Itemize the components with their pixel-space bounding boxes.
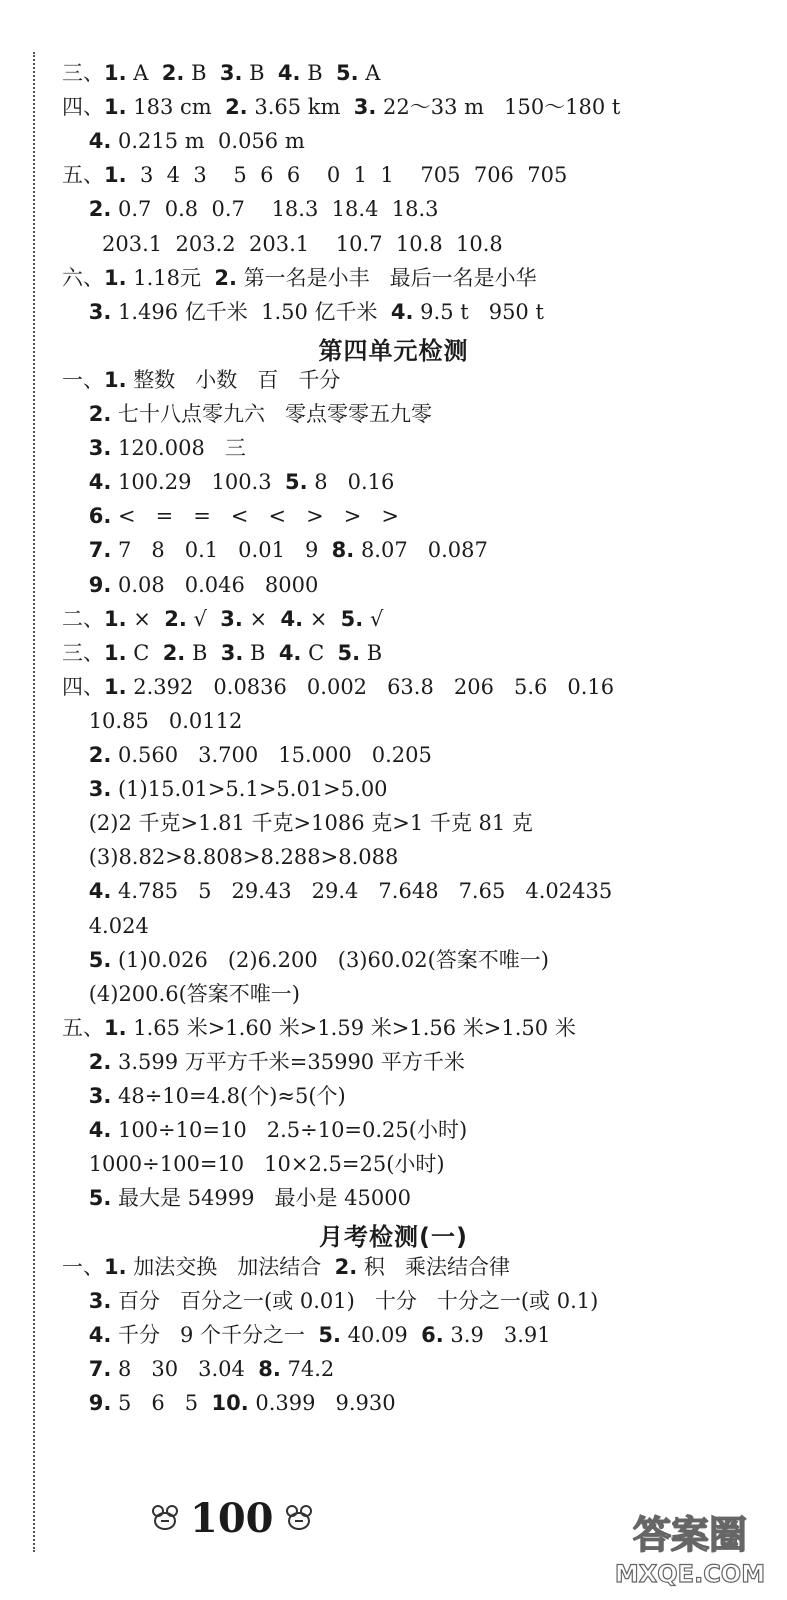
question-number: 1. (104, 1254, 127, 1279)
answer-text (62, 948, 89, 972)
question-number: 2. (88, 197, 112, 222)
question-number: 9. (88, 1390, 112, 1415)
answer-line (62, 1181, 787, 1215)
answer-line (62, 1045, 787, 1079)
question-number: 3. (353, 95, 377, 120)
answer-text: 3.599 万平方千米=35990 平方千米 (111, 1049, 465, 1074)
answer-line (62, 636, 787, 670)
answer-text: 五、 (62, 1015, 104, 1040)
question-number: 2. (162, 640, 186, 665)
question-number: 5. (340, 606, 364, 631)
answer-text: 第一名是小丰 最后一名是小华 (236, 265, 537, 290)
question-number: 3. (220, 640, 244, 665)
answer-text: 183 cm (126, 95, 226, 120)
answer-line (62, 1079, 787, 1113)
question-number: 2. (88, 743, 112, 767)
question-number: 1. (104, 674, 127, 699)
answer-text (62, 879, 89, 903)
answer-text: 2.392 0.0836 0.002 63.8 206 5.6 0.16 (126, 674, 615, 699)
answer-text: 加法交换 加法结合 (126, 1254, 335, 1279)
answer-line (62, 772, 787, 806)
answer-text: × (242, 606, 281, 631)
question-number: 5. (284, 470, 308, 495)
answer-text (62, 470, 89, 494)
question-number: 2. (225, 95, 248, 120)
question-number: 5. (337, 640, 361, 665)
answer-text (62, 538, 89, 562)
answer-text (62, 1118, 89, 1142)
question-number: 4. (88, 470, 112, 495)
question-number: 1. (104, 1015, 127, 1040)
answer-text: A (126, 61, 162, 85)
answer-line (62, 1386, 787, 1420)
question-number: 3. (220, 606, 243, 631)
answer-text: × (303, 606, 341, 631)
answer-text: (1)0.026 (2)6.200 (3)60.02(答案不唯一) (111, 947, 550, 972)
answer-text: 203.1 203.2 203.1 10.7 10.8 10.8 (62, 231, 503, 256)
answer-text: 8 0.16 (307, 470, 395, 495)
answer-text: 8 30 3.04 (111, 1356, 259, 1381)
question-number: 6. (421, 1322, 444, 1347)
bee-ornament-icon (282, 1501, 316, 1535)
question-number: 5. (88, 947, 112, 972)
answer-text (62, 573, 89, 597)
question-number: 2. (161, 61, 185, 85)
question-number: 1. (104, 95, 127, 120)
answer-text: 最大是 54999 最小是 45000 (111, 1186, 411, 1211)
answer-text: 0.560 3.700 15.000 0.205 (111, 743, 432, 767)
answer-text: B (185, 640, 221, 665)
watermark-title: 答案圈 (632, 1513, 748, 1557)
answer-line (62, 295, 787, 329)
answer-text: 74.2 (280, 1356, 335, 1381)
answer-text: 1.18元 (126, 265, 215, 290)
answer-line (62, 1352, 787, 1386)
answer-line (62, 943, 787, 977)
answer-line (62, 465, 787, 499)
question-number: 2. (214, 265, 237, 290)
answer-text: A (358, 61, 381, 85)
answer-text: 7 8 0.1 0.01 9 (111, 538, 332, 563)
answer-text: 0.08 0.046 8000 (111, 572, 319, 597)
answer-text: 4.785 5 29.43 29.4 7.648 7.65 4.02435 (111, 879, 613, 904)
answer-text: 二、 (62, 606, 104, 631)
question-number: 4. (88, 1322, 112, 1347)
answer-line (62, 158, 787, 192)
answer-text: 一、 (62, 367, 104, 392)
question-number: 4. (390, 299, 414, 324)
answer-text: 9.5 t 950 t (413, 299, 544, 324)
answer-line (62, 738, 787, 772)
question-number: 2. (164, 606, 187, 631)
answer-line (62, 124, 787, 158)
question-number: 4. (88, 879, 112, 904)
answer-text: √ (186, 606, 221, 631)
question-number: 7. (88, 538, 112, 563)
section-title: 第四单元检测 (318, 336, 469, 365)
answer-line (62, 1318, 787, 1352)
answer-line (62, 499, 787, 533)
answer-text (62, 504, 89, 528)
answer-text (62, 777, 89, 801)
answer-line (62, 227, 787, 261)
question-number: 4. (280, 606, 304, 631)
answer-text: 40.09 (340, 1322, 422, 1347)
answer-text (62, 1289, 89, 1313)
answer-text (62, 197, 89, 221)
question-number: 5. (318, 1322, 341, 1347)
answer-text (62, 1050, 89, 1074)
answer-text (62, 1186, 89, 1210)
question-number: 3. (219, 61, 243, 85)
answer-text: 四、 (62, 95, 104, 120)
answer-text: 3 4 3 5 6 6 0 1 1 705 706 705 (126, 163, 568, 188)
answer-line (62, 840, 787, 874)
watermark-url: MXQE.COM (614, 1560, 766, 1588)
question-number: 3. (88, 1288, 112, 1313)
question-number: 4. (88, 1118, 112, 1143)
question-number: 3. (88, 777, 112, 802)
question-number: 3. (88, 436, 112, 461)
question-number: 1. (104, 606, 127, 631)
answer-text: 0.215 m 0.056 m (111, 129, 305, 154)
answer-line (62, 909, 787, 943)
question-number: 8. (331, 538, 355, 563)
answer-line (62, 363, 787, 397)
answer-line (62, 533, 787, 567)
question-number: 4. (277, 61, 301, 85)
answer-text: 100.29 100.3 (111, 470, 285, 495)
answer-text: 100÷10=10 2.5÷10=0.25(小时) (111, 1118, 468, 1143)
answer-line (62, 397, 787, 431)
answer-text (62, 1084, 89, 1108)
answer-text: 一、 (62, 1254, 104, 1279)
question-number: 10. (211, 1390, 249, 1415)
answer-line (62, 602, 787, 636)
answer-text: 22～33 m 150～180 t (376, 95, 621, 120)
answer-text: 积 乘法结合律 (357, 1254, 510, 1279)
question-number: 4. (88, 129, 112, 154)
answer-text: (4)200.6(答案不唯一) (62, 981, 300, 1006)
answer-text: 8.07 0.087 (354, 538, 488, 563)
answer-text: 1.65 米>1.60 米>1.59 米>1.56 米>1.50 米 (126, 1015, 576, 1040)
answer-line (62, 261, 787, 295)
answer-line (62, 874, 787, 908)
answer-text: 0.7 0.8 0.7 18.3 18.4 18.3 (111, 197, 439, 222)
question-number: 5. (88, 1186, 112, 1211)
answer-text: C (126, 640, 163, 665)
answer-line (62, 704, 787, 738)
question-number: 4. (278, 640, 302, 665)
question-number: 3. (88, 299, 112, 324)
answer-text: 百分 百分之一(或 0.01) 十分 十分之一(或 0.1) (111, 1288, 599, 1313)
answer-line (62, 806, 787, 840)
answer-text: < = = < < > > > (111, 504, 399, 529)
answer-line (62, 192, 787, 226)
answer-text (62, 129, 89, 153)
question-number: 2. (334, 1254, 358, 1279)
answer-text: B (300, 61, 336, 85)
answer-text: 5 6 5 (111, 1390, 212, 1415)
question-number: 8. (258, 1356, 281, 1381)
answer-text (62, 1357, 89, 1381)
answer-text: 三、 (62, 640, 104, 665)
answer-text (62, 436, 89, 460)
question-number: 1. (104, 367, 127, 392)
answer-line (62, 670, 787, 704)
question-number: 1. (104, 265, 127, 290)
answer-line (62, 1284, 787, 1318)
answer-line (62, 568, 787, 602)
answer-text: × (126, 606, 165, 631)
question-number: 1. (104, 640, 127, 665)
answer-line (62, 56, 787, 90)
question-number: 6. (88, 504, 112, 529)
answer-text: 五、 (62, 163, 104, 188)
answer-text: 整数 小数 百 千分 (126, 367, 341, 392)
question-number: 2. (88, 1049, 112, 1074)
answer-text (62, 300, 89, 324)
answer-text: 三、 (62, 61, 104, 85)
question-number: 9. (88, 572, 112, 597)
answer-text: 千分 9 个千分之一 (111, 1322, 319, 1347)
answer-text: B (184, 61, 220, 85)
answer-text (62, 743, 89, 767)
question-number: 3. (88, 1084, 112, 1108)
answer-text: C (301, 640, 338, 665)
answer-text: 1.496 亿千米 1.50 亿千米 (111, 299, 391, 324)
watermark-logo (600, 1500, 780, 1590)
answer-line (62, 1147, 787, 1181)
answer-text: (3)8.82>8.808>8.288>8.088 (62, 845, 399, 870)
answer-text: 六、 (62, 265, 104, 290)
answer-line (62, 90, 787, 124)
question-number: 7. (88, 1356, 112, 1381)
answer-text (62, 1391, 89, 1415)
answer-line (62, 1113, 787, 1147)
answer-line (62, 1250, 787, 1284)
question-number: 1. (104, 163, 127, 188)
answer-text: (2)2 千克>1.81 千克>1086 克>1 千克 81 克 (62, 811, 533, 836)
margin-dotted-divider (33, 52, 35, 1552)
answer-text (62, 1323, 89, 1347)
answer-line (62, 977, 787, 1011)
answer-text: 0.399 9.930 (248, 1390, 396, 1415)
page-number: 100 (190, 1494, 274, 1542)
question-number: 5. (335, 61, 359, 85)
question-number: 2. (88, 402, 112, 426)
answer-text: (1)15.01>5.1>5.01>5.00 (111, 777, 388, 802)
answer-text: 120.008 三 (111, 436, 246, 461)
answer-text: 1000÷100=10 10×2.5=25(小时) (62, 1152, 445, 1177)
answer-text: 4.024 (62, 913, 149, 938)
answer-text: 3.65 km (247, 95, 354, 120)
answer-text: 10.85 0.0112 (62, 708, 243, 733)
bee-ornament-icon (148, 1501, 182, 1535)
answer-text: 48÷10=4.8(个)≈5(个) (111, 1084, 346, 1108)
answer-text: 七十八点零九六 零点零零五九零 (111, 402, 432, 426)
answer-text: B (242, 61, 278, 85)
answer-text: √ (363, 606, 384, 631)
answer-text: 3.9 3.91 (443, 1322, 551, 1347)
answer-line (62, 1011, 787, 1045)
answer-line (62, 431, 787, 465)
page-footer (148, 1490, 316, 1546)
answer-text: B (243, 640, 279, 665)
answer-text: 四、 (62, 674, 104, 699)
section-title: 月考检测(一) (319, 1223, 468, 1252)
answer-text: B (360, 640, 383, 665)
question-number: 1. (104, 61, 127, 85)
answer-text (62, 402, 89, 426)
